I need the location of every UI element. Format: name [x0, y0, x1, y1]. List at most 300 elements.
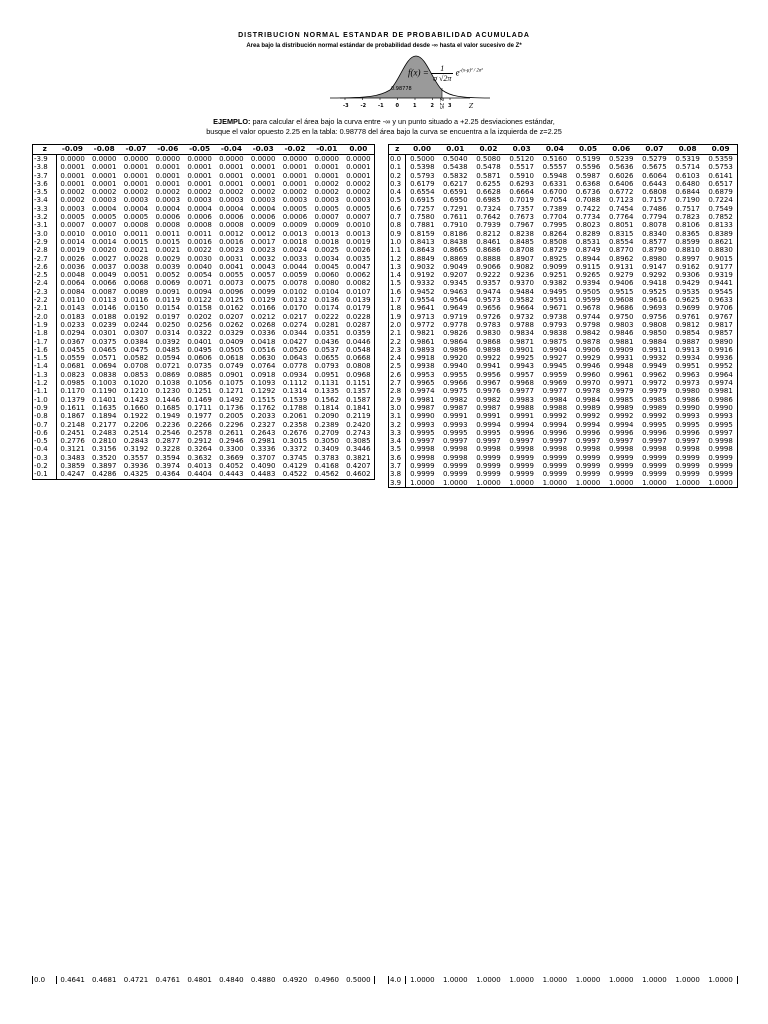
probability-cell: 0.9996 — [542, 428, 568, 437]
probability-cell: 0.1515 — [250, 395, 276, 404]
probability-cell: 0.9783 — [476, 320, 501, 329]
probability-cell: 0.2743 — [343, 429, 375, 437]
probability-cell: 0.0322 — [187, 329, 212, 338]
probability-cell: 0.0000 — [123, 155, 149, 163]
probability-cell: 0.1788 — [282, 403, 308, 412]
probability-cell: 0.8106 — [675, 221, 700, 230]
z-cell: 3.0 — [389, 404, 406, 412]
probability-cell: 0.1539 — [282, 395, 308, 404]
column-header: 0.07 — [638, 145, 671, 155]
probability-cell: 0.9997 — [542, 437, 568, 446]
probability-cell: 0.0009 — [250, 221, 276, 230]
z-cell: -2.4 — [33, 279, 57, 287]
probability-cell: 0.0017 — [250, 237, 276, 246]
probability-cell: 0.6950 — [443, 196, 468, 205]
probability-cell: 0.9999 — [675, 453, 700, 462]
table-row — [389, 470, 738, 478]
z-cell: 1.2 — [389, 255, 406, 263]
probability-cell: 0.0064 — [60, 279, 85, 288]
probability-cell: 0.7910 — [443, 221, 468, 230]
probability-cell: 0.3897 — [91, 461, 117, 470]
probability-cell: 0.9990 — [410, 412, 435, 421]
probability-cell: 0.4920 — [282, 976, 308, 984]
z-cell: 2.0 — [389, 321, 406, 329]
probability-cell: 0.0749 — [219, 362, 244, 371]
probability-cell: 0.9573 — [476, 296, 501, 305]
probability-cell: 0.2483 — [91, 428, 117, 437]
table-row — [33, 221, 375, 229]
probability-cell: 0.0002 — [343, 180, 375, 188]
probability-cell: 0.0099 — [250, 287, 276, 296]
probability-cell: 0.9608 — [608, 296, 634, 305]
probability-cell: 0.0262 — [219, 320, 244, 329]
axis-ticks — [343, 98, 452, 109]
probability-cell: 0.0003 — [187, 196, 212, 205]
z-cell: 2.4 — [389, 354, 406, 362]
probability-cell: 0.9931 — [608, 354, 634, 363]
probability-cell: 0.0344 — [282, 329, 308, 338]
z-cell: 1.3 — [389, 263, 406, 271]
probability-cell: 0.7881 — [410, 221, 435, 230]
probability-cell: 0.0013 — [314, 229, 340, 238]
probability-cell: 0.0281 — [314, 320, 340, 329]
probability-cell: 0.7549 — [704, 205, 737, 213]
probability-cell: 0.6026 — [608, 171, 634, 180]
probability-cell: 0.2358 — [282, 420, 308, 429]
table-row — [389, 296, 738, 304]
z-cell: -3.6 — [33, 180, 57, 188]
table-row — [33, 271, 375, 279]
probability-cell: 0.9370 — [509, 279, 534, 288]
probability-cell: 0.9990 — [704, 404, 737, 412]
probability-cell: 0.8238 — [509, 229, 534, 238]
table-row — [389, 362, 738, 370]
column-header-z: z — [33, 145, 57, 155]
probability-cell: 0.0011 — [187, 229, 212, 238]
probability-cell: 0.9968 — [509, 379, 534, 388]
probability-cell: 0.9115 — [575, 262, 601, 271]
probability-cell: 0.0001 — [219, 163, 244, 172]
probability-cell: 0.8413 — [410, 237, 435, 246]
probability-cell: 0.9484 — [509, 287, 534, 296]
probability-cell: 0.9925 — [509, 354, 534, 363]
probability-cell: 0.9099 — [542, 262, 568, 271]
probability-cell: 0.9989 — [642, 403, 667, 412]
probability-cell: 0.0001 — [155, 163, 181, 172]
probability-cell: 0.8925 — [542, 254, 568, 263]
probability-cell: 0.0694 — [91, 362, 117, 371]
probability-cell: 0.0233 — [60, 320, 85, 329]
probability-cell: 0.8790 — [642, 246, 667, 255]
probability-cell: 0.9616 — [642, 296, 667, 305]
probability-cell: 0.8289 — [575, 229, 601, 238]
table-row — [33, 346, 375, 354]
probability-cell: 0.0548 — [343, 346, 375, 354]
z-cell: 1.0 — [389, 238, 406, 246]
probability-cell: 0.0001 — [60, 163, 85, 172]
probability-cell: 0.0054 — [187, 271, 212, 280]
probability-cell: 0.9591 — [542, 296, 568, 305]
probability-cell: 0.5948 — [542, 171, 568, 180]
probability-cell: 0.3192 — [123, 445, 149, 454]
probability-cell: 0.9992 — [608, 412, 634, 421]
z-cell: 3.3 — [389, 429, 406, 437]
probability-cell: 0.8770 — [608, 246, 634, 255]
probability-cell: 0.3483 — [60, 453, 85, 462]
table-row — [33, 329, 375, 337]
probability-cell: 0.9995 — [675, 420, 700, 429]
probability-cell: 0.0027 — [91, 254, 117, 263]
probability-cell: 0.9964 — [704, 371, 737, 379]
probability-cell: 0.7852 — [704, 213, 737, 221]
probability-cell: 0.2206 — [123, 420, 149, 429]
probability-cell: 0.0274 — [282, 320, 308, 329]
probability-cell: 0.4013 — [187, 461, 212, 470]
probability-cell: 0.3085 — [343, 437, 375, 445]
probability-cell: 0.0110 — [60, 296, 85, 305]
probability-cell: 0.9980 — [675, 387, 700, 396]
probability-cell: 0.7517 — [675, 204, 700, 213]
probability-cell: 0.9515 — [608, 287, 634, 296]
probability-cell: 0.9032 — [410, 262, 435, 271]
probability-cell: 0.9999 — [542, 461, 568, 470]
probability-cell: 0.1762 — [250, 403, 276, 412]
table-row — [33, 429, 375, 437]
z-cell: -0.4 — [33, 445, 57, 453]
table-row — [389, 279, 738, 287]
probability-cell: 0.4129 — [282, 461, 308, 470]
probability-cell: 0.9934 — [675, 354, 700, 363]
probability-cell: 0.8531 — [575, 237, 601, 246]
probability-cell: 0.0004 — [155, 204, 181, 213]
table-row — [33, 246, 375, 254]
probability-cell: 0.0008 — [123, 221, 149, 230]
probability-cell: 0.0002 — [282, 188, 308, 197]
table-row — [389, 246, 738, 254]
probability-cell: 0.0132 — [282, 296, 308, 305]
probability-cell: 0.0192 — [123, 312, 149, 321]
probability-cell: 0.9957 — [509, 370, 534, 379]
probability-cell: 0.5832 — [443, 171, 468, 180]
probability-cell: 1.0000 — [642, 976, 667, 984]
probability-cell: 0.0002 — [314, 179, 340, 188]
probability-cell: 0.0048 — [60, 271, 85, 280]
probability-cell: 0.9082 — [509, 262, 534, 271]
probability-cell: 0.0014 — [60, 237, 85, 246]
z-cell: -2.3 — [33, 288, 57, 296]
probability-cell: 0.0012 — [250, 229, 276, 238]
probability-cell: 0.4522 — [279, 470, 311, 479]
probability-cell: 0.9948 — [608, 362, 634, 371]
probability-cell: 0.9207 — [443, 271, 468, 280]
probability-cell: 0.5040 — [443, 155, 468, 163]
probability-cell: 0.0018 — [314, 237, 340, 246]
probability-cell: 0.0022 — [187, 246, 212, 255]
table-row — [389, 387, 738, 395]
probability-cell: 0.7734 — [575, 213, 601, 222]
probability-cell: 0.9772 — [410, 320, 435, 329]
probability-cell: 0.5478 — [476, 163, 501, 172]
table-row — [389, 454, 738, 462]
probability-cell: 0.0001 — [343, 163, 375, 171]
z-cell: -2.2 — [33, 296, 57, 304]
z-cell: -1.4 — [33, 362, 57, 370]
probability-cell: 0.9993 — [675, 412, 700, 421]
probability-cell: 0.0016 — [219, 237, 244, 246]
probability-cell: 0.0037 — [91, 262, 117, 271]
probability-cell: 0.9960 — [575, 370, 601, 379]
probability-cell: 0.0002 — [343, 188, 375, 196]
probability-cell: 0.9808 — [642, 320, 667, 329]
probability-cell: 0.9999 — [704, 470, 737, 478]
probability-cell: 0.0039 — [155, 262, 181, 271]
table-row — [33, 205, 375, 213]
probability-cell: 0.9994 — [608, 420, 634, 429]
probability-cell: 0.0089 — [123, 287, 149, 296]
z-cell: 1.4 — [389, 271, 406, 279]
probability-cell: 0.9975 — [443, 387, 468, 396]
z-cell: -1.6 — [33, 346, 57, 354]
table-row — [389, 172, 738, 180]
table-row — [33, 454, 375, 462]
table-row — [389, 462, 738, 470]
probability-cell: 0.0951 — [314, 370, 340, 379]
z-cell: 2.7 — [389, 379, 406, 387]
probability-cell: 0.9997 — [410, 437, 435, 446]
probability-cell: 0.3557 — [123, 453, 149, 462]
probability-cell: 0.0075 — [250, 279, 276, 288]
table-row — [389, 329, 738, 337]
probability-cell: 0.7486 — [642, 204, 667, 213]
probability-cell: 0.6985 — [476, 196, 501, 205]
probability-cell: 0.0010 — [91, 229, 117, 238]
probability-cell: 0.9952 — [704, 362, 737, 370]
probability-cell: 0.0136 — [314, 296, 340, 305]
probability-cell: 0.9999 — [642, 461, 667, 470]
probability-cell: 0.9999 — [542, 453, 568, 462]
z-cell: 0.0 — [33, 976, 57, 984]
probability-cell: 0.5714 — [675, 163, 700, 172]
probability-cell: 0.0001 — [123, 171, 149, 180]
probability-cell: 0.0002 — [91, 188, 117, 197]
z-cell: -3.2 — [33, 213, 57, 221]
probability-cell: 0.1492 — [219, 395, 244, 404]
probability-cell: 0.8665 — [443, 246, 468, 255]
probability-cell: 0.0162 — [219, 304, 244, 313]
positive-z-table-header — [389, 145, 738, 155]
probability-cell: 0.9633 — [704, 296, 737, 304]
table-row — [33, 279, 375, 287]
probability-cell: 0.8508 — [542, 237, 568, 246]
probability-cell: 0.1357 — [343, 387, 375, 395]
probability-cell: 1.0000 — [575, 976, 601, 984]
probability-cell: 0.0036 — [60, 262, 85, 271]
probability-cell: 0.9817 — [704, 321, 737, 329]
probability-cell: 0.9916 — [704, 346, 737, 354]
probability-cell: 0.6517 — [704, 180, 737, 188]
table-row — [389, 271, 738, 279]
probability-cell: 0.9979 — [642, 387, 667, 396]
probability-cell: 0.9941 — [476, 362, 501, 371]
probability-cell: 0.9898 — [476, 345, 501, 354]
probability-cell: 0.9951 — [675, 362, 700, 371]
probability-cell: 0.0006 — [187, 213, 212, 222]
probability-cell: 0.9996 — [675, 428, 700, 437]
probability-cell: 0.0019 — [343, 238, 375, 246]
probability-cell: 0.7794 — [642, 213, 667, 222]
probability-cell: 0.0367 — [60, 337, 85, 346]
probability-cell: 0.0307 — [123, 329, 149, 338]
probability-cell: 0.0018 — [282, 237, 308, 246]
probability-cell: 0.5675 — [642, 163, 667, 172]
probability-cell: 0.1093 — [250, 379, 276, 388]
z-cell: 2.2 — [389, 338, 406, 346]
probability-cell: 0.9162 — [675, 262, 700, 271]
probability-cell: 0.7642 — [476, 213, 501, 222]
probability-cell: 0.1379 — [60, 395, 85, 404]
probability-cell: 0.8554 — [608, 237, 634, 246]
probability-cell: 0.3015 — [282, 437, 308, 446]
probability-cell: 0.0606 — [187, 354, 212, 363]
z-cell: 3.5 — [389, 445, 406, 453]
probability-cell: 0.8849 — [410, 254, 435, 263]
probability-cell: 0.9994 — [476, 420, 501, 429]
probability-cell: 0.7054 — [542, 196, 568, 205]
probability-cell: 0.9909 — [608, 345, 634, 354]
probability-cell: 0.7257 — [410, 204, 435, 213]
probability-cell: 0.0005 — [60, 213, 85, 222]
probability-cell: 0.3121 — [60, 445, 85, 454]
probability-cell: 0.9974 — [410, 387, 435, 396]
probability-cell: 0.9965 — [410, 379, 435, 388]
probability-cell: 0.0336 — [250, 329, 276, 338]
probability-cell: 0.5793 — [410, 171, 435, 180]
probability-cell: 0.0475 — [123, 345, 149, 354]
probability-cell: 1.0000 — [605, 479, 638, 488]
probability-cell: 0.7291 — [443, 204, 468, 213]
probability-cell: 0.9767 — [704, 313, 737, 321]
probability-cell: 0.9564 — [443, 296, 468, 305]
probability-cell: 0.0351 — [314, 329, 340, 338]
probability-cell: 0.0001 — [91, 171, 117, 180]
probability-cell: 0.0643 — [282, 354, 308, 363]
probability-cell: 0.2327 — [250, 420, 276, 429]
negative-z-table — [32, 144, 375, 480]
probability-cell: 0.0526 — [282, 345, 308, 354]
probability-cell: 0.9357 — [476, 279, 501, 288]
axis-tick-label: 2 — [430, 103, 434, 109]
column-header: 0.04 — [538, 145, 571, 155]
probability-cell: 0.0002 — [314, 188, 340, 197]
probability-cell: 0.9998 — [575, 445, 601, 454]
probability-cell: 0.0001 — [314, 163, 340, 172]
probability-cell: 0.3707 — [250, 453, 276, 462]
probability-cell: 0.9997 — [642, 437, 667, 446]
z-cell: -0.3 — [33, 454, 57, 462]
probability-cell: 0.0436 — [314, 337, 340, 346]
table-row — [33, 437, 375, 445]
table-row — [389, 421, 738, 429]
probability-cell: 0.0011 — [155, 229, 181, 238]
probability-cell: 0.7019 — [509, 196, 534, 205]
z-cell: 1.8 — [389, 304, 406, 312]
z-cell: -0.5 — [33, 437, 57, 445]
z-cell: 0.5 — [389, 196, 406, 204]
table-row — [33, 313, 375, 321]
probability-cell: 0.0594 — [155, 354, 181, 363]
probability-cell: 0.1660 — [123, 403, 149, 412]
probability-cell: 0.3669 — [219, 453, 244, 462]
probability-cell: 0.8810 — [675, 246, 700, 255]
probability-cell: 1.0000 — [476, 976, 501, 984]
z-cell: 0.1 — [389, 163, 406, 171]
z-cell: 3.1 — [389, 412, 406, 420]
probability-cell: 0.9838 — [542, 329, 568, 338]
probability-cell: 0.0392 — [155, 337, 181, 346]
probability-cell: 0.0183 — [60, 312, 85, 321]
probability-cell: 0.0011 — [123, 229, 149, 238]
probability-cell: 0.1867 — [60, 412, 85, 421]
probability-cell: 0.0197 — [155, 312, 181, 321]
formula-base: e — [455, 67, 460, 78]
probability-cell: 0.5359 — [704, 155, 737, 164]
probability-cell: 0.1711 — [187, 403, 212, 412]
probability-cell: 0.9972 — [642, 379, 667, 388]
probability-cell: 0.7123 — [608, 196, 634, 205]
probability-cell: 0.9671 — [542, 304, 568, 313]
table-row — [33, 288, 375, 296]
probability-cell: 0.9842 — [575, 329, 601, 338]
probability-cell: 0.0007 — [60, 221, 85, 230]
probability-cell: 0.0096 — [219, 287, 244, 296]
axis-tick-label: 1 — [413, 103, 417, 109]
probability-cell: 1.0000 — [406, 479, 439, 488]
probability-cell: 0.9875 — [542, 337, 568, 346]
probability-cell: 0.9984 — [542, 395, 568, 404]
probability-cell: 0.9906 — [575, 345, 601, 354]
probability-cell: 0.1977 — [187, 412, 212, 421]
probability-cell: 0.9989 — [608, 403, 634, 412]
probability-cell: 0.2810 — [91, 437, 117, 446]
probability-cell: 0.9918 — [410, 354, 435, 363]
probability-cell: 0.2776 — [60, 437, 85, 446]
probability-cell: 0.4641 — [60, 976, 85, 984]
probability-cell: 0.9949 — [642, 362, 667, 371]
table-row — [33, 321, 375, 329]
column-header: -0.08 — [88, 145, 120, 155]
probability-cell: 0.7823 — [675, 213, 700, 222]
example-line-1: para calcular el área bajo la curva entre -∞ y un punto situado a +2.25 desviaciones estándar, — [252, 117, 555, 126]
probability-cell: 0.4443 — [215, 470, 247, 479]
probability-cell: 0.7704 — [542, 213, 568, 222]
probability-cell: 0.0985 — [60, 379, 85, 388]
column-header: 0.05 — [571, 145, 604, 155]
table-row — [33, 379, 375, 387]
probability-cell: 0.2514 — [123, 428, 149, 437]
probability-cell: 0.8315 — [608, 229, 634, 238]
probability-cell: 0.9981 — [410, 395, 435, 404]
probability-cell: 0.9913 — [675, 345, 700, 354]
z-cell: -0.2 — [33, 462, 57, 470]
probability-cell: 0.9988 — [509, 403, 534, 412]
z-cell: -3.1 — [33, 221, 57, 229]
probability-cell: 0.9999 — [642, 453, 667, 462]
probability-cell: 0.2296 — [219, 420, 244, 429]
probability-cell: 0.0006 — [250, 213, 276, 222]
z-cell: 0.3 — [389, 180, 406, 188]
table-row — [389, 205, 738, 213]
probability-cell: 0.9656 — [476, 304, 501, 313]
